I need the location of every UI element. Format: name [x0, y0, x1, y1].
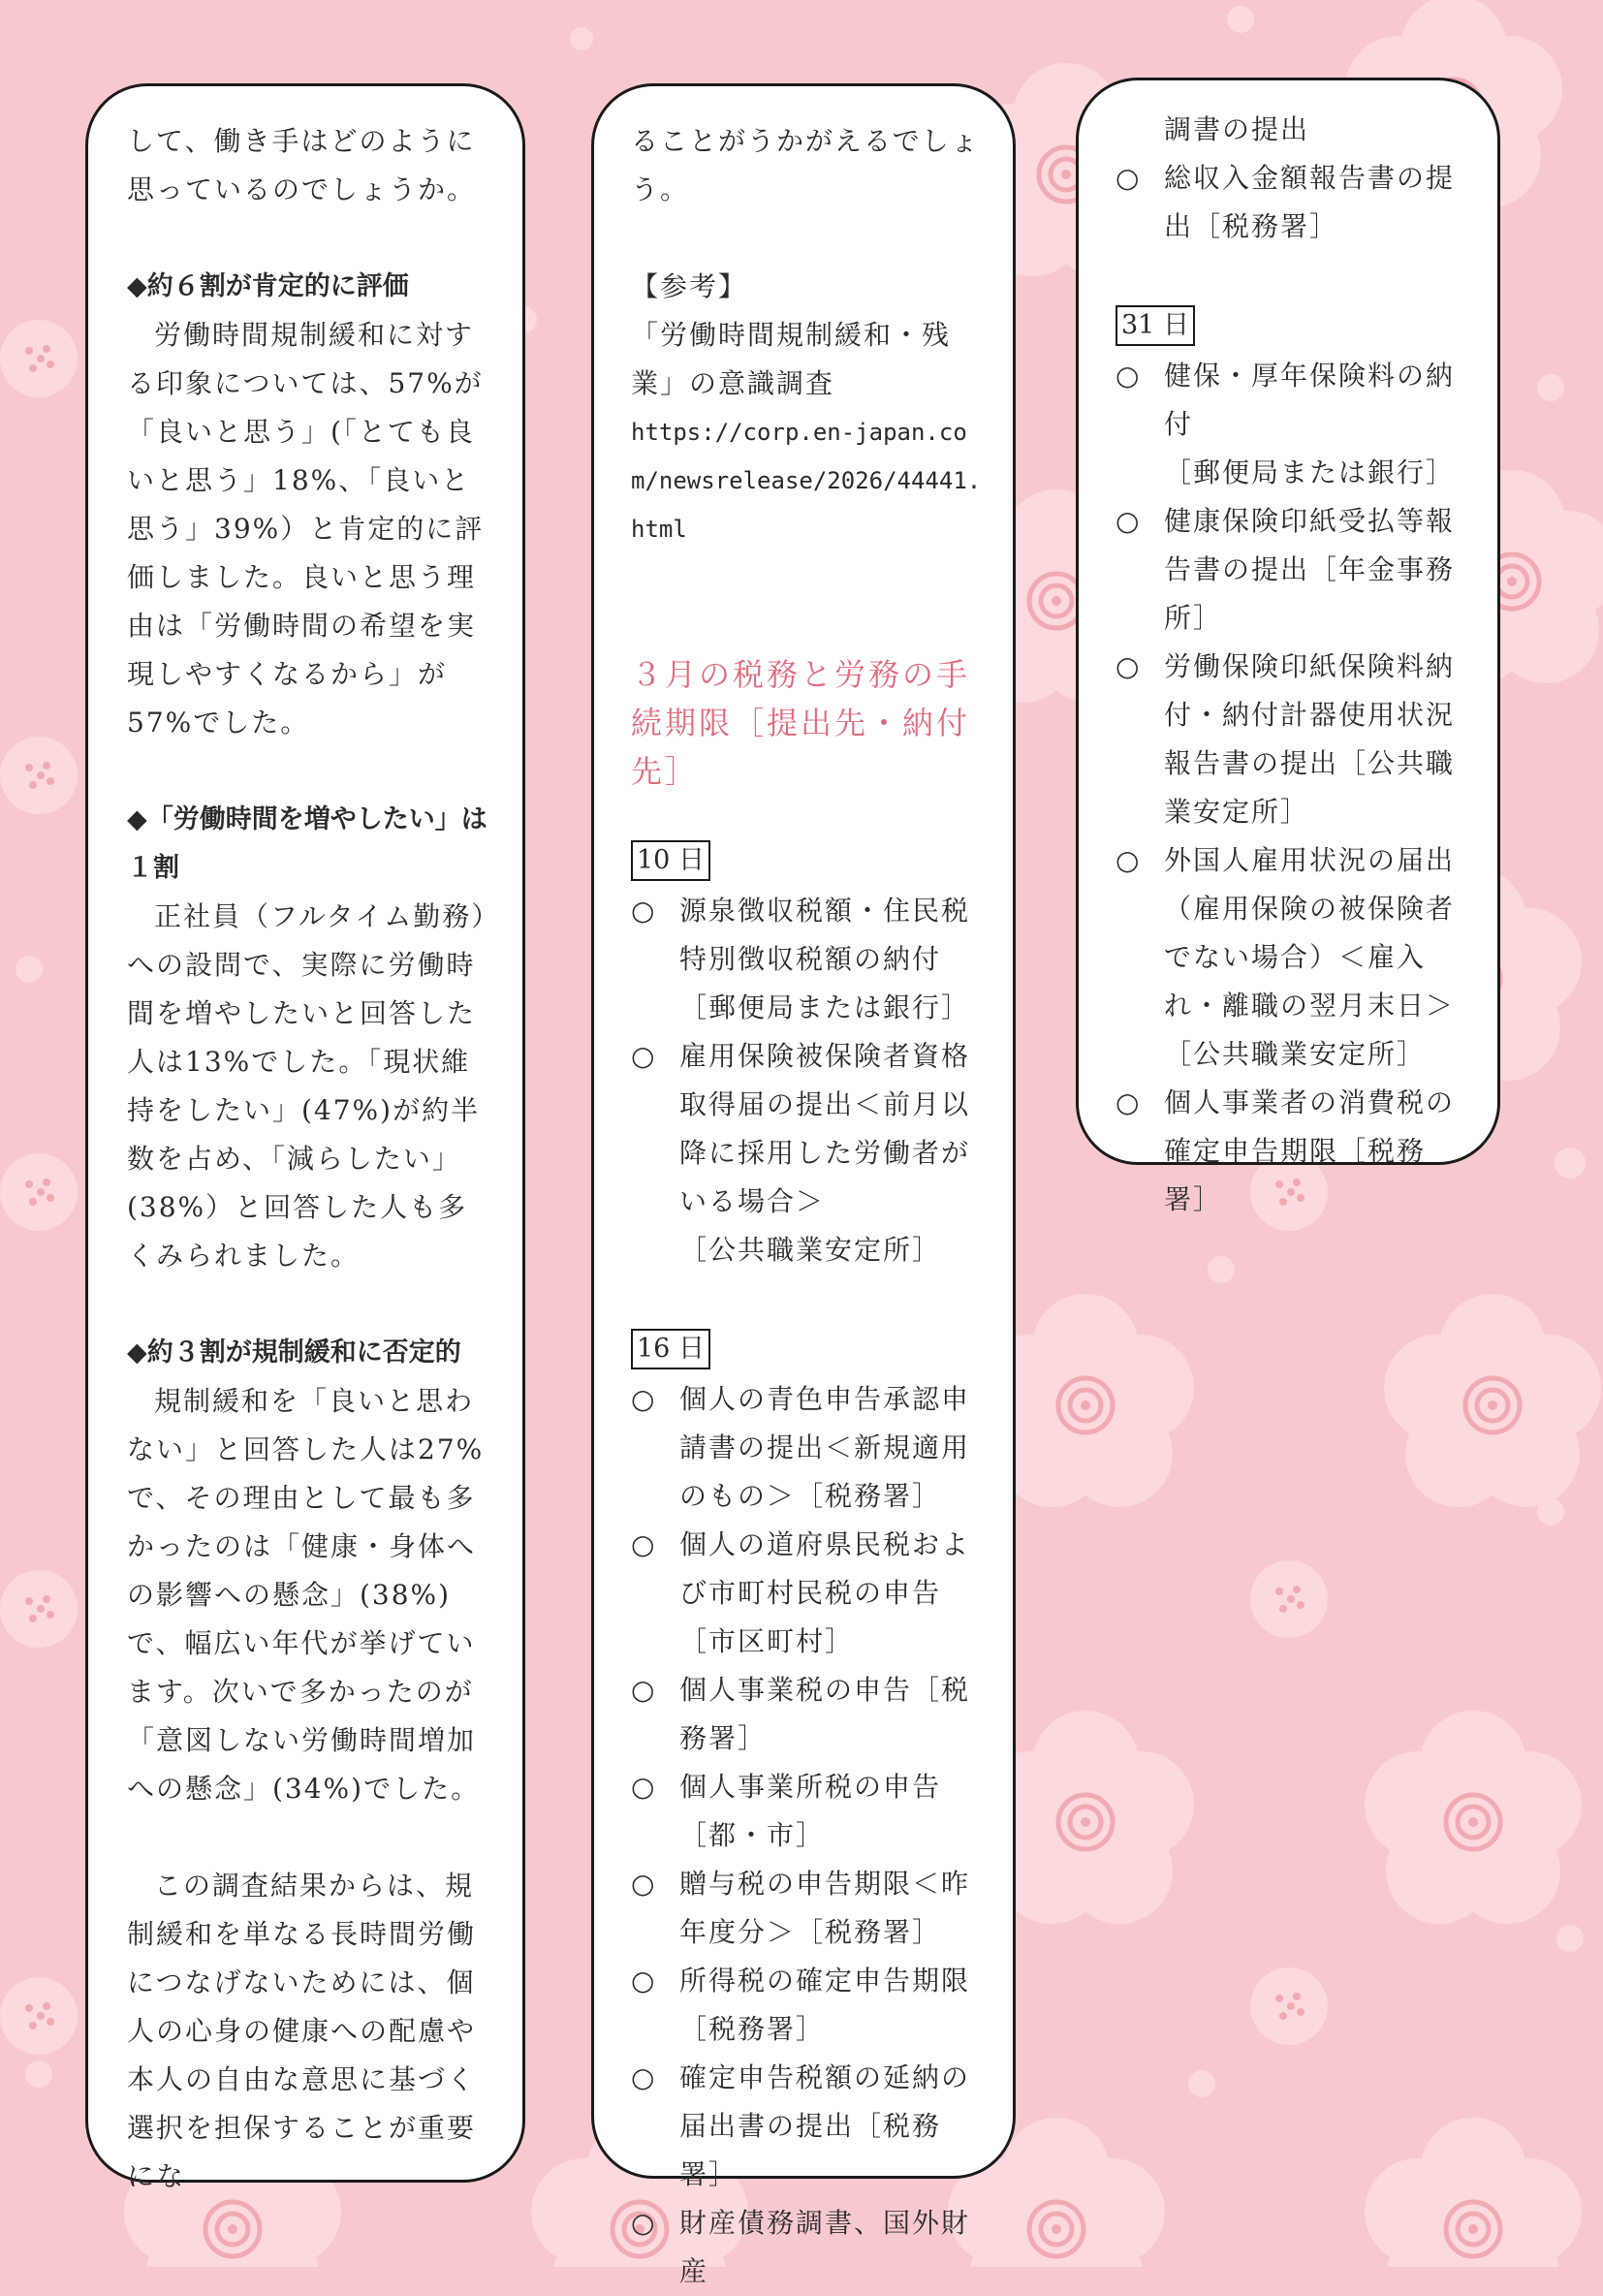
circle-bullet-icon: ○ [631, 1771, 655, 1803]
deadline-item-text: 個人事業者の消費税の確定申告期限［税務署］ [1164, 1086, 1456, 1215]
deadline-item-text: 個人の青色申告承認申請書の提出＜新規適用のもの＞［税務署］ [679, 1383, 971, 1512]
deadline-item-destination: ［公共職業安定所］ [679, 1234, 942, 1266]
deadline-item-destination: ［郵便局または銀行］ [1164, 456, 1456, 488]
deadline-panel-right [1076, 78, 1500, 1215]
section-body-negative: 規制緩和を「良いと思わない」と回答した人は27%で、その理由として最も多かったのは「健康・身体への影響への懸念」(38%) で、幅広い年代が挙げています。次いで多かったのが「意図しない労働時間増加への懸念」(34%)でした。 [127, 1385, 485, 1805]
deadline-item [1116, 497, 1468, 643]
conclusion-text: この調査結果からは、規制緩和を単なる長時間労働につなげないためには、個人の心身の健康への配慮や本人の自由な意思に基づく選択を担保することが重要にな [127, 1870, 477, 2192]
reference-url[interactable]: https://corp.en-japan.com/newsrelease/2026/44441.html [631, 419, 982, 543]
circle-bullet-icon: ○ [1116, 360, 1140, 392]
deadline-item-destination: ［公共職業安定所］ [1164, 1038, 1427, 1070]
circle-bullet-icon: ○ [1116, 844, 1140, 876]
article-intro-text: して、働き手はどのように思っているのでしょうか。 [127, 125, 477, 205]
deadline-item [1116, 643, 1468, 836]
deadline-item-text: 贈与税の申告期限＜昨年度分＞［税務署］ [679, 1868, 971, 1948]
deadline-item-destination: ［都・市］ [679, 1819, 826, 1851]
date-label-10: 10 日 [631, 840, 710, 881]
deadline-item [631, 2054, 982, 2199]
deadline-item-text: 外国人雇用状況の届出（雇用保険の被保険者でない場合）＜雇入れ・離職の翌月末日＞ [1164, 844, 1456, 1022]
deadline-item [631, 887, 982, 1032]
deadline-item [1116, 1079, 1468, 1224]
deadline-item-text: 源泉徴収税額・住民税特別徴収税額の納付［郵便局または銀行］ [679, 895, 971, 1023]
deadline-item [631, 2199, 982, 2296]
date-label-16: 16 日 [631, 1329, 710, 1369]
deadline-item-text: 雇用保険被保険者資格取得届の提出＜前月以降に採用した労働者がいる場合＞ [679, 1040, 971, 1217]
circle-bullet-icon: ○ [1116, 1086, 1140, 1118]
date-label-31: 31 日 [1116, 305, 1195, 346]
circle-bullet-icon: ○ [1116, 650, 1140, 682]
circle-bullet-icon: ○ [1116, 162, 1140, 194]
deadline-item [631, 1957, 982, 2005]
circle-bullet-icon: ○ [631, 1965, 655, 1997]
deadline-item-text: 個人事業税の申告［税務署］ [679, 1674, 971, 1754]
circle-bullet-icon: ○ [631, 1674, 655, 1706]
deadline-item [1116, 352, 1468, 449]
reference-title: 「労働時間規制緩和・残業」の意識調査 [631, 319, 952, 399]
circle-bullet-icon: ○ [631, 895, 655, 927]
article-panel-left [85, 83, 525, 2192]
article-continuation-text: ることがうかがえるでしょう。 [631, 125, 980, 205]
deadline-item [631, 1666, 982, 1763]
deadline-item-text: 確定申告税額の延納の届出書の提出［税務署］ [679, 2061, 971, 2190]
circle-bullet-icon: ○ [1116, 505, 1140, 537]
circle-bullet-icon: ○ [631, 1040, 655, 1072]
deadline-item-text: 個人事業所税の申告 [679, 1771, 942, 1803]
deadline-item-destination: ［税務署］ [679, 2013, 826, 2045]
section-body-positive: 労働時間規制緩和に対する印象については、57%が「良いと思う」(「とても良いと思う」18%、「良いと思う」39%）と肯定的に評価しました。良いと思う理由は「労働時間の希望を実現しやすくなるから」が57%でした。 [127, 319, 485, 739]
circle-bullet-icon: ○ [631, 2061, 655, 2093]
deadline-section-title: ３月の税務と労務の手続期限［提出先・納付先］ [631, 656, 971, 790]
article-panel-middle [591, 83, 1016, 2287]
circle-bullet-icon: ○ [631, 1868, 655, 1900]
deadline-item [1116, 836, 1468, 1030]
section-heading-positive: ◆約６割が肯定的に評価 [127, 271, 409, 301]
deadline-item-text: 健保・厚年保険料の納付 [1164, 360, 1456, 440]
deadline-item-text: 労働保険印紙保険料納付・納付計器使用状況報告書の提出［公共職業安定所］ [1164, 650, 1456, 828]
deadline-item [1116, 154, 1468, 251]
circle-bullet-icon: ○ [631, 1528, 655, 1560]
deadline-item [631, 1521, 982, 1666]
deadline-item-text: 総収入金額報告書の提出［税務署］ [1164, 162, 1456, 242]
reference-heading: 【参考】 [631, 270, 748, 302]
section-body-increase-hours: 正社員（フルタイム勤務）への設問で、実際に労働時間を増やしたいと回答した人は13%でした。「現状維持をしたい」(47%)が約半数を占め、「減らしたい」(38%）と回答した人も多くみられました。 [127, 900, 487, 1272]
deadline-item-text: 財産債務調書、国外財産 [679, 2207, 971, 2287]
circle-bullet-icon: ○ [631, 2207, 655, 2239]
deadline-item [631, 1860, 982, 1957]
deadline-item-text: 個人の道府県民税および市町村民税の申告［市区町村］ [679, 1528, 971, 1657]
deadline-item [631, 1763, 982, 1811]
deadline-item-continuation: 調書の提出 [1164, 113, 1310, 145]
circle-bullet-icon: ○ [631, 1383, 655, 1415]
section-heading-negative: ◆約３割が規制緩和に否定的 [127, 1337, 461, 1368]
deadline-item [631, 1375, 982, 1521]
deadline-item-text: 健康保険印紙受払等報告書の提出［年金事務所］ [1164, 505, 1456, 634]
deadline-item [631, 1032, 982, 1226]
deadline-item-text: 所得税の確定申告期限 [679, 1965, 971, 1997]
section-heading-increase-hours: ◆「労働時間を増やしたい」は１割 [127, 804, 487, 883]
